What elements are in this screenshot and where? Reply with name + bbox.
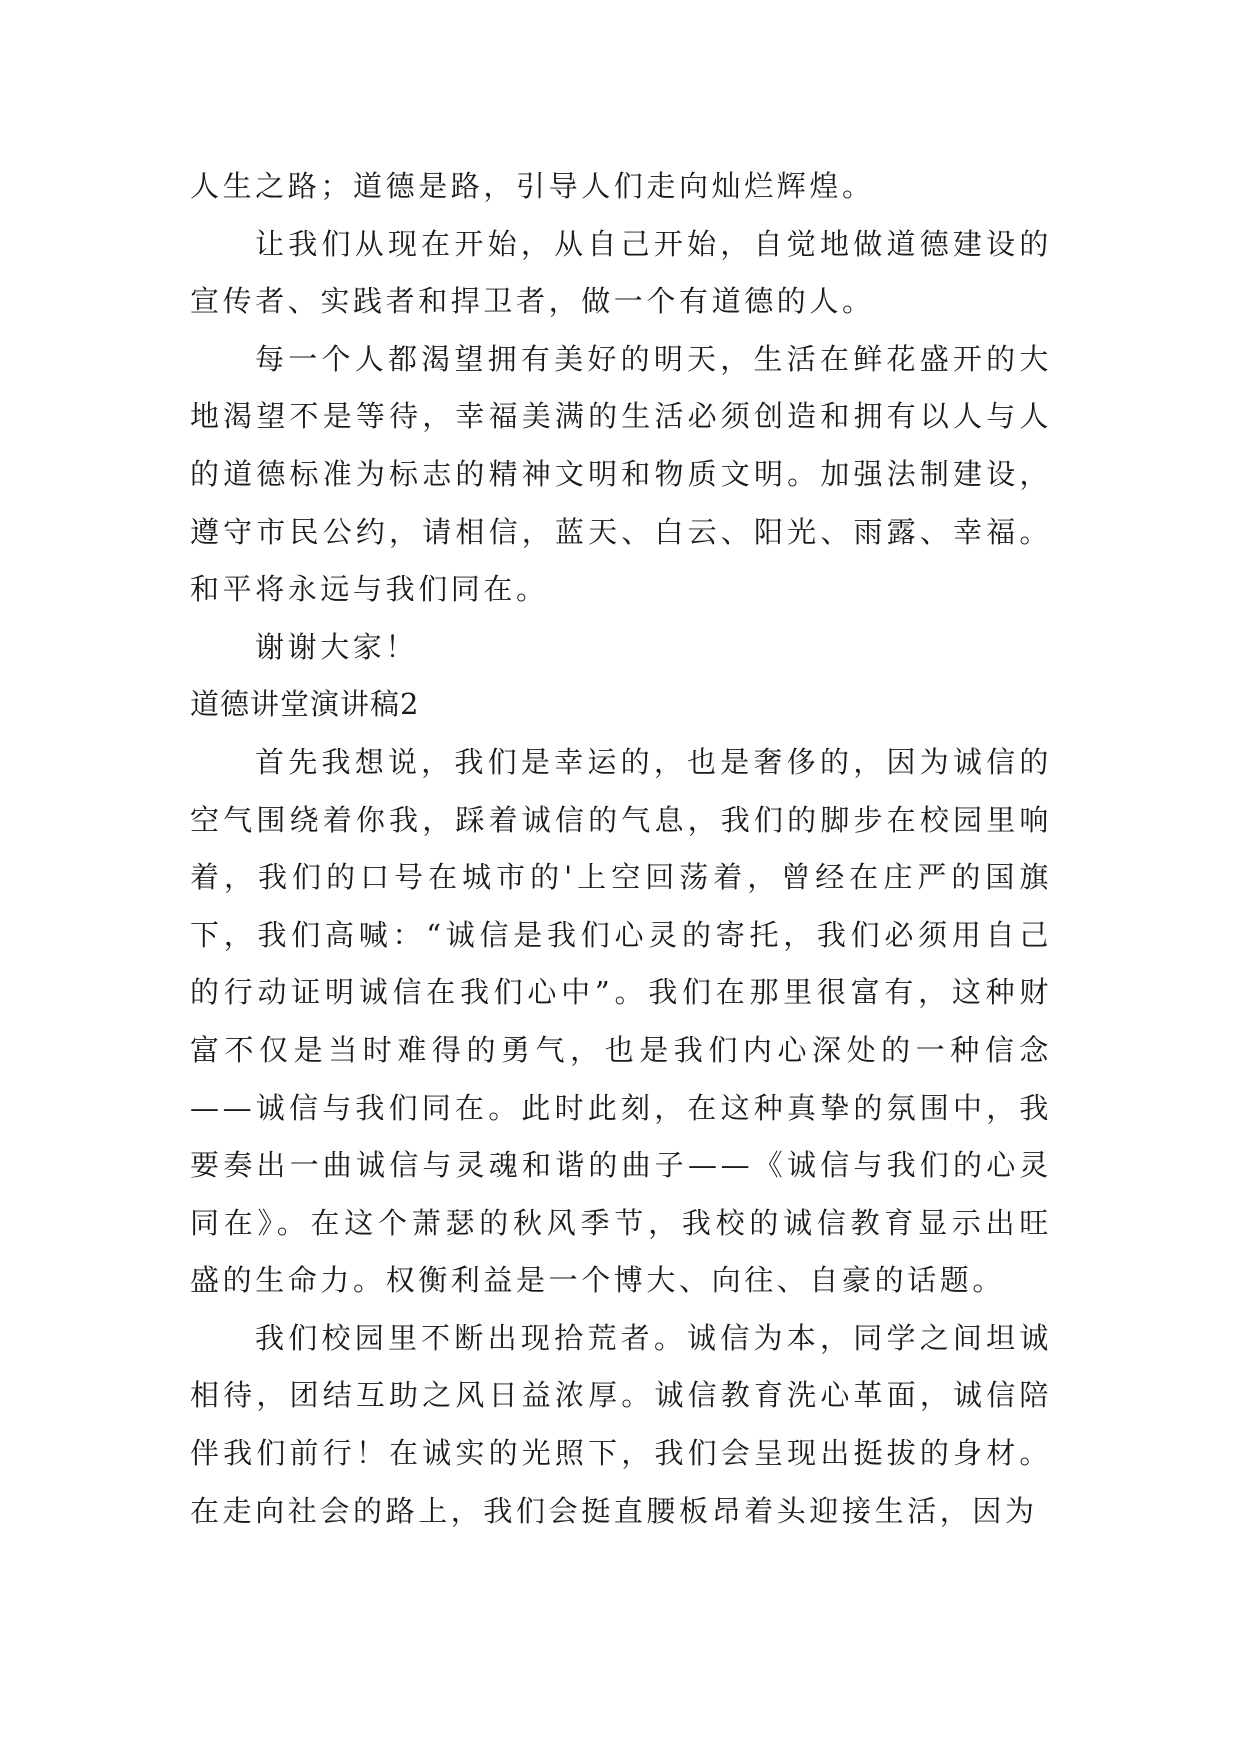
paragraph-4: 谢谢大家！ <box>255 629 419 664</box>
section-paragraph-1: 首先我想说，我们是幸运的，也是奢侈的，因为诚信的空气围绕着你我，踩着诚信的气息，我们的脚步在校园里响着，我们的口号在城市的'上空回荡着，曾经在庄严的国旗下，我们高喊：“诚信是我们心灵的寄托，我们必须用自己的行动证明诚信在我们心中”。我们在那里很富有，这种财富不仅是当时难得的勇气，也是我们内心深处的一种信念——诚信与我们同在。此时此刻，在这种真挚的氛围中，我要奏出一曲诚信与灵魂和谐的曲子——《诚信与我们的心灵同在》。在这个萧瑟的秋风季节，我校的诚信教育显示出旺盛的生命力。权衡利益是一个博大、向往、自豪的话题。 <box>190 744 1052 1298</box>
paragraph-2: 让我们从现在开始，从自己开始，自觉地做道德建设的宣传者、实践者和捍卫者，做一个有道德的人。 <box>190 226 1052 319</box>
paragraph-3: 每一个人都渴望拥有美好的明天，生活在鲜花盛开的大地渴望不是等待，幸福美满的生活必须创造和拥有以人与人的道德标准为标志的精神文明和物质文明。加强法制建设，遵守市民公约，请相信，蓝天、白云、阳光、雨露、幸福。和平将永远与我们同在。 <box>190 341 1052 607</box>
paragraph-1: 人生之路；道德是路，引导人们走向灿烂辉煌。 <box>190 169 875 203</box>
section-title: 道德讲堂演讲稿2 <box>190 687 420 722</box>
document-body <box>190 158 1052 1540</box>
section-paragraph-2: 我们校园里不断出现拾荒者。诚信为本，同学之间坦诚相待，团结互助之风日益浓厚。诚信教育洗心革面，诚信陪伴我们前行！在诚实的光照下，我们会呈现出挺拔的身材。在走向社会的路上，我们会挺直腰板昂着头迎接生活，因为 <box>190 1320 1052 1528</box>
